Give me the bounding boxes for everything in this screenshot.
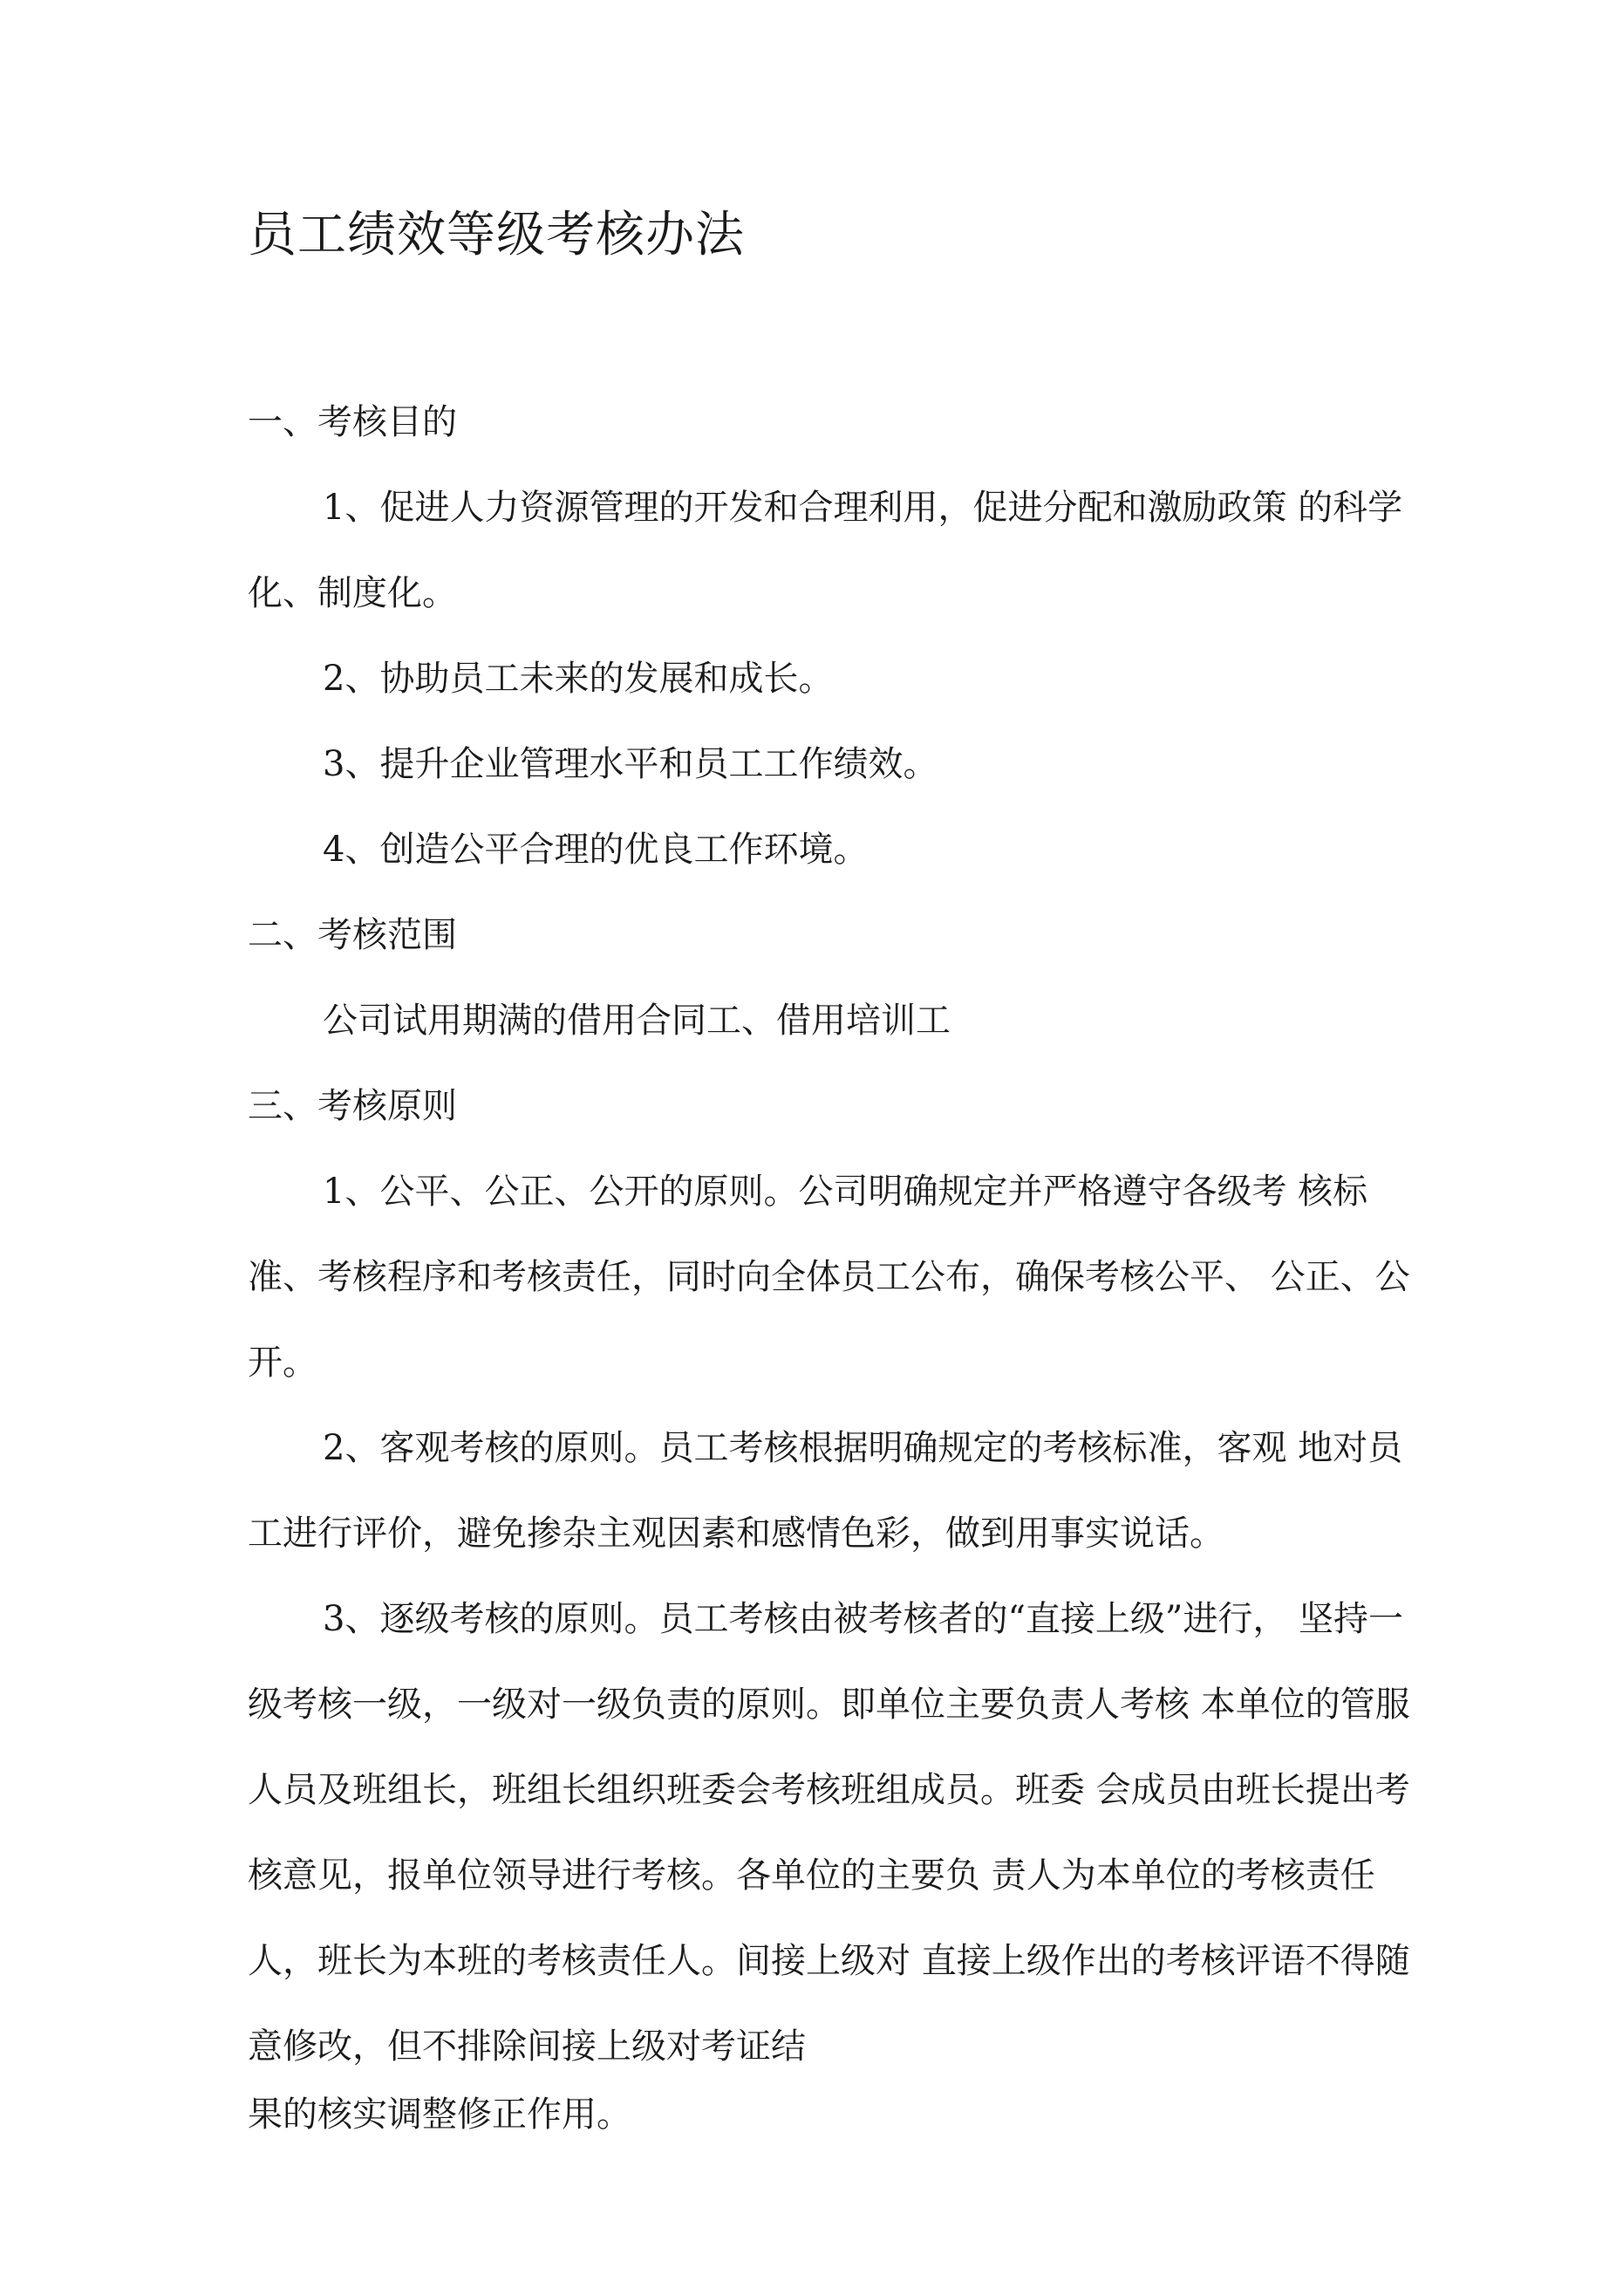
- paragraph-final: [248, 1576, 1416, 2089]
- paragraph: 1、公平、公正、公开的原则。公司明确规定并严格遵守各级考 核标准、考核程序和考核责任，同时向全体员工公布，确保考核公平、 公正、公开。: [248, 1172, 1410, 1383]
- paragraph: 公司试用期满的借用合同工、借用培训工: [323, 1001, 951, 1041]
- paragraph: 2、协助员工未来的发展和成长。: [323, 659, 834, 699]
- paragraph: 2、客观考核的原则。员工考核根据明确规定的考核标准，客观 地对员工进行评价，避免掺杂主观因素和感情色彩，做到用事实说话。: [248, 1428, 1403, 1554]
- paragraph: 4、创造公平合理的优良工作环境。: [323, 830, 869, 870]
- paragraph-final-tail: 果的核实调整修正作用。: [248, 2094, 631, 2135]
- paragraph: 3、提升企业管理水平和员工工作绩效。: [323, 744, 938, 784]
- document-body: [248, 379, 1416, 2140]
- section-heading-scope: 二、考核范围: [248, 915, 457, 955]
- paragraph-line: 3、逐级考核的原则。员工考核由被考核者的“直接上级”进行， 坚持一级考核一级，一级对一级负责的原则。即单位主要负责人考核 本单位的管服人员及班组长，班组长组织班委会考核班组成员。班委 会成员由班长提出考核意见，报单位领导进行考核。各单位的主要负 责人为本单位的考核责任人，班长为本班的考核责任人。间接上级对 直接上级作出的考核评语不得随意修改，但不排除间接上级对考证结: [248, 1599, 1410, 2067]
- document-title: 员工绩效等级考核办法: [248, 207, 745, 263]
- paragraph: 1、促进人力资源管理的开发和合理利用，促进分配和激励政策 的科学化、制度化。: [248, 488, 1403, 613]
- section-heading-principles: 三、考核原则: [248, 1086, 457, 1126]
- section-heading-purpose: 一、考核目的: [248, 402, 457, 442]
